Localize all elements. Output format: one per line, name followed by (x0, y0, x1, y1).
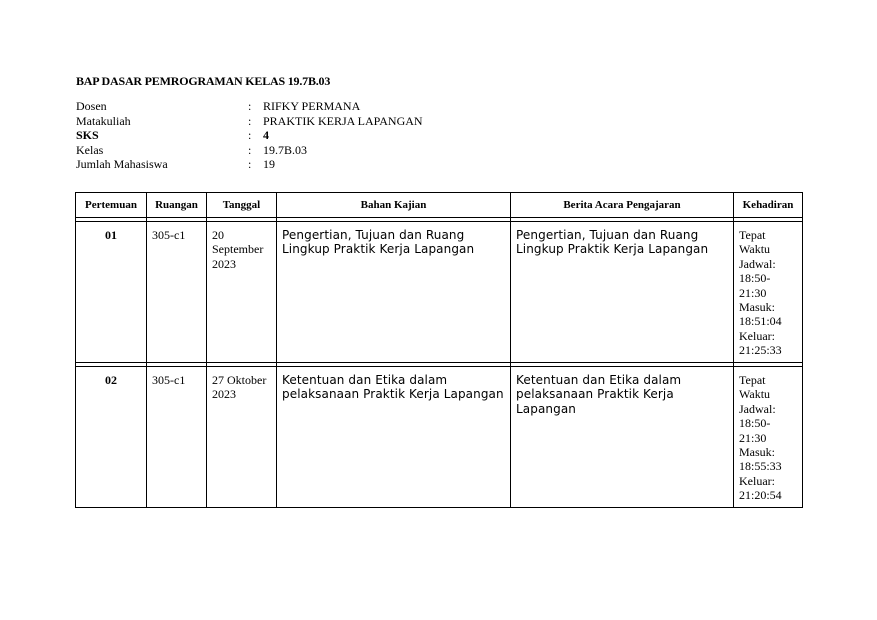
kehadiran-status: Tepat Waktu (739, 228, 771, 257)
info-row-sks (76, 128, 423, 143)
info-row-jumlah-mahasiswa (76, 157, 423, 172)
bap-table (75, 192, 803, 508)
kehadiran-masuk: Masuk: 18:51:04 (739, 300, 782, 329)
kehadiran-masuk: Masuk: 18:55:33 (739, 445, 782, 474)
kehadiran-jadwal: Jadwal: 18:50-21:30 (739, 401, 776, 445)
header-kehadiran: Kehadiran (734, 193, 803, 218)
table-row (76, 367, 803, 508)
cell-berita-acara: Pengertian, Tujuan dan Ruang Lingkup Praktik Kerja Lapangan (511, 222, 734, 363)
info-row-dosen (76, 99, 423, 114)
info-row-matakuliah (76, 114, 423, 129)
info-separator: : (248, 157, 252, 171)
info-value: 19.7B.03 (263, 142, 308, 157)
cell-berita-acara: Ketentuan dan Etika dalam pelaksanaan Praktik Kerja Lapangan (511, 367, 734, 508)
info-label: Kelas (76, 142, 104, 157)
cell-kehadiran (734, 367, 803, 508)
info-label: Matakuliah (76, 113, 131, 128)
info-value: RIFKY PERMANA (263, 99, 361, 113)
info-label: Dosen (76, 99, 107, 113)
table-row (76, 222, 803, 363)
table-header-row (76, 193, 803, 218)
cell-ruangan: 305-c1 (147, 367, 207, 508)
header-bahan-kajian: Bahan Kajian (277, 193, 511, 218)
info-row-kelas (76, 143, 423, 158)
header-pertemuan: Pertemuan (76, 193, 147, 218)
info-separator: : (248, 142, 252, 157)
course-info (76, 99, 423, 172)
info-value: 19 (263, 157, 275, 171)
kehadiran-jadwal: Jadwal: 18:50-21:30 (739, 256, 776, 300)
info-separator: : (248, 128, 252, 142)
info-label: Jumlah Mahasiswa (76, 157, 168, 171)
kehadiran-keluar: Keluar: 21:25:33 (739, 328, 782, 358)
info-label: SKS (76, 128, 99, 142)
cell-pertemuan: 01 (76, 222, 147, 363)
cell-ruangan: 305-c1 (147, 222, 207, 363)
cell-tanggal: 20 September 2023 (207, 222, 277, 363)
info-separator: : (248, 113, 252, 128)
cell-bahan-kajian: Pengertian, Tujuan dan Ruang Lingkup Praktik Kerja Lapangan (277, 222, 511, 363)
header-tanggal: Tanggal (207, 193, 277, 218)
cell-tanggal: 27 Oktober 2023 (207, 367, 277, 508)
page-title: BAP DASAR PEMROGRAMAN KELAS 19.7B.03 (76, 74, 331, 88)
cell-kehadiran (734, 222, 803, 363)
cell-bahan-kajian: Ketentuan dan Etika dalam pelaksanaan Praktik Kerja Lapangan (277, 367, 511, 508)
header-berita-acara: Berita Acara Pengajaran (511, 193, 734, 218)
info-value: 4 (263, 128, 269, 142)
kehadiran-status: Tepat Waktu (739, 373, 771, 402)
cell-pertemuan: 02 (76, 367, 147, 508)
info-value: PRAKTIK KERJA LAPANGAN (263, 113, 423, 128)
kehadiran-keluar: Keluar: 21:20:54 (739, 473, 782, 503)
info-separator: : (248, 99, 252, 113)
header-ruangan: Ruangan (147, 193, 207, 218)
